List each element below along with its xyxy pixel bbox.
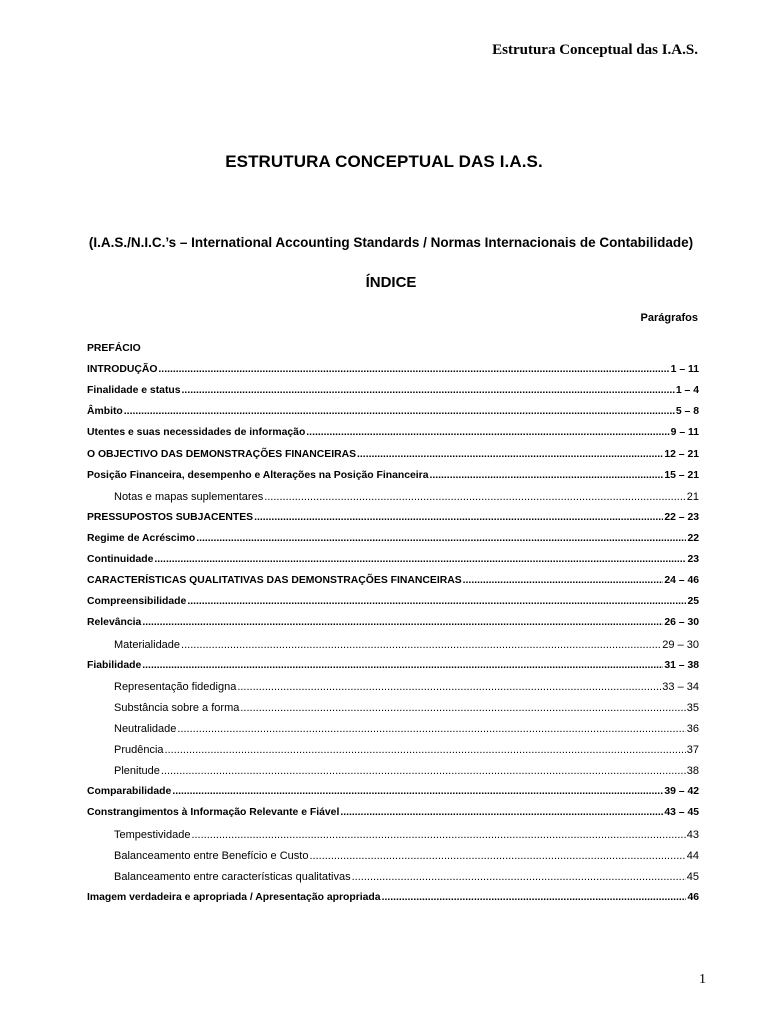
toc-entry-paragraphs: 1 – 4 xyxy=(675,385,699,397)
toc-entry-paragraphs: 15 – 21 xyxy=(664,469,699,481)
toc-entry xyxy=(87,702,699,723)
dot-leader xyxy=(357,449,663,460)
toc-entry xyxy=(87,491,699,512)
dot-leader xyxy=(172,786,663,797)
toc-entry-paragraphs: 38 xyxy=(686,765,699,778)
dot-leader xyxy=(429,470,663,481)
toc-entry-paragraphs: 23 xyxy=(687,554,699,566)
dot-leader xyxy=(182,385,675,396)
toc-entry xyxy=(87,427,699,448)
toc-entry-paragraphs: 22 – 23 xyxy=(664,511,699,523)
toc-entry xyxy=(87,786,699,807)
toc-entry xyxy=(87,639,699,660)
dot-leader xyxy=(158,364,669,375)
dot-leader xyxy=(382,892,687,903)
toc-entry-label: Prudência xyxy=(114,744,164,757)
toc-entry xyxy=(87,343,699,364)
toc-entry-paragraphs: 39 – 42 xyxy=(664,786,699,798)
dot-leader xyxy=(124,406,675,417)
toc-entry-label: Continuidade xyxy=(87,554,154,566)
toc-entry-label: Materialidade xyxy=(114,638,181,651)
toc-entry xyxy=(87,660,699,681)
dot-leader xyxy=(161,765,686,777)
toc-entry-paragraphs: 45 xyxy=(686,870,699,883)
toc-entry xyxy=(87,575,699,596)
toc-entry xyxy=(87,723,699,744)
toc-entry-label: Neutralidade xyxy=(114,722,177,735)
toc-entry-label: INTRODUÇÃO xyxy=(87,364,158,376)
toc-entry-paragraphs: 24 – 46 xyxy=(664,575,699,587)
toc-entry xyxy=(87,364,699,385)
toc-entry-label: Comparabilidade xyxy=(87,786,172,798)
index-heading: ÍNDICE xyxy=(365,274,417,291)
toc-entry-label: Âmbito xyxy=(87,406,123,418)
table-of-contents xyxy=(87,343,699,913)
toc-entry xyxy=(87,406,699,427)
toc-entry-label: Relevância xyxy=(87,617,142,629)
toc-entry xyxy=(87,385,699,406)
dot-leader xyxy=(463,575,664,586)
toc-entry xyxy=(87,871,699,892)
page-number: 1 xyxy=(699,972,706,987)
toc-entry-paragraphs: 33 – 34 xyxy=(662,680,699,693)
dot-leader xyxy=(187,596,686,607)
dot-leader xyxy=(191,829,685,841)
dot-leader xyxy=(177,723,685,735)
dot-leader xyxy=(240,702,685,714)
toc-entry-paragraphs: 31 – 38 xyxy=(664,659,699,671)
toc-entry-label: Posição Financeira, desempenho e Alterações na Posição Financeira xyxy=(87,469,429,481)
dot-leader xyxy=(142,617,663,628)
toc-entry-label: Balanceamento entre características qualitativas xyxy=(114,870,351,883)
toc-entry-label: Fiabilidade xyxy=(87,659,142,671)
paragraphs-column-label: Parágrafos xyxy=(640,312,698,324)
toc-entry xyxy=(87,744,699,765)
toc-entry-label: Representação fidedigna xyxy=(114,680,237,693)
toc-entry-paragraphs: 12 – 21 xyxy=(664,448,699,460)
toc-entry xyxy=(87,681,699,702)
toc-entry-label: Compreensibilidade xyxy=(87,596,187,608)
dot-leader xyxy=(237,681,661,693)
toc-entry-label: Finalidade e status xyxy=(87,385,181,397)
running-header-title: Estrutura Conceptual das I.A.S. xyxy=(492,42,698,58)
toc-entry-label: Tempestividade xyxy=(114,828,191,841)
toc-entry-label: PREFÁCIO xyxy=(87,343,141,354)
toc-entry-paragraphs: 36 xyxy=(686,722,699,735)
toc-entry-label: PRESSUPOSTOS SUBJACENTES xyxy=(87,511,254,523)
document-subtitle: (I.A.S./N.I.C.’s – International Accounting Standards / Normas Internacionais de Contabilidade) xyxy=(88,235,694,250)
toc-entry-label: Plenitude xyxy=(114,765,160,778)
toc-entry xyxy=(87,617,699,638)
toc-entry-paragraphs: 29 – 30 xyxy=(662,638,699,651)
toc-entry xyxy=(87,596,699,617)
toc-entry-paragraphs: 43 – 45 xyxy=(664,807,699,819)
dot-leader xyxy=(181,639,661,651)
dot-leader xyxy=(154,554,686,565)
toc-entry xyxy=(87,554,699,575)
toc-entry-label: CARACTERÍSTICAS QUALITATIVAS DAS DEMONSTRAÇÕES FINANCEIRAS xyxy=(87,575,462,587)
toc-entry-paragraphs: 37 xyxy=(686,744,699,757)
toc-entry xyxy=(87,449,699,470)
toc-entry-paragraphs: 9 – 11 xyxy=(670,427,699,439)
toc-entry-paragraphs: 35 xyxy=(686,701,699,714)
dot-leader xyxy=(306,427,669,438)
toc-entry-label: Substância sobre a forma xyxy=(114,701,240,714)
dot-leader xyxy=(309,850,685,862)
toc-entry-paragraphs: 22 xyxy=(687,532,699,544)
toc-entry xyxy=(87,512,699,533)
toc-entry xyxy=(87,829,699,850)
toc-entry xyxy=(87,850,699,871)
toc-entry-label: Imagem verdadeira e apropriada / Apresentação apropriada xyxy=(87,891,381,903)
dot-leader xyxy=(196,533,686,544)
dot-leader xyxy=(142,660,663,671)
toc-entry-paragraphs: 43 xyxy=(686,828,699,841)
dot-leader xyxy=(264,491,686,503)
toc-entry-paragraphs: 21 xyxy=(686,490,699,503)
toc-entry-label: Balanceamento entre Benefício e Custo xyxy=(114,849,309,862)
toc-entry-paragraphs: 25 xyxy=(687,596,699,608)
toc-entry-label: Constrangimentos à Informação Relevante e Fiável xyxy=(87,807,340,819)
toc-entry-label: Regime de Acréscimo xyxy=(87,532,196,544)
toc-entry-paragraphs: 46 xyxy=(687,891,699,903)
toc-entry-label: Utentes e suas necessidades de informação xyxy=(87,427,306,439)
toc-entry-paragraphs: 1 – 11 xyxy=(670,364,699,376)
dot-leader xyxy=(165,744,686,756)
dot-leader xyxy=(254,512,663,523)
toc-entry-paragraphs: 26 – 30 xyxy=(664,617,699,629)
toc-entry xyxy=(87,470,699,491)
document-title: ESTRUTURA CONCEPTUAL DAS I.A.S. xyxy=(225,152,543,171)
toc-entry xyxy=(87,892,699,913)
dot-leader xyxy=(340,807,663,818)
dot-leader xyxy=(352,871,686,883)
toc-entry xyxy=(87,807,699,828)
toc-entry-paragraphs: 44 xyxy=(686,849,699,862)
toc-entry xyxy=(87,765,699,786)
toc-entry-label: O OBJECTIVO DAS DEMONSTRAÇÕES FINANCEIRAS xyxy=(87,448,357,460)
toc-entry-label: Notas e mapas suplementares xyxy=(114,490,264,503)
toc-entry xyxy=(87,533,699,554)
toc-entry-paragraphs: 5 – 8 xyxy=(675,406,699,418)
